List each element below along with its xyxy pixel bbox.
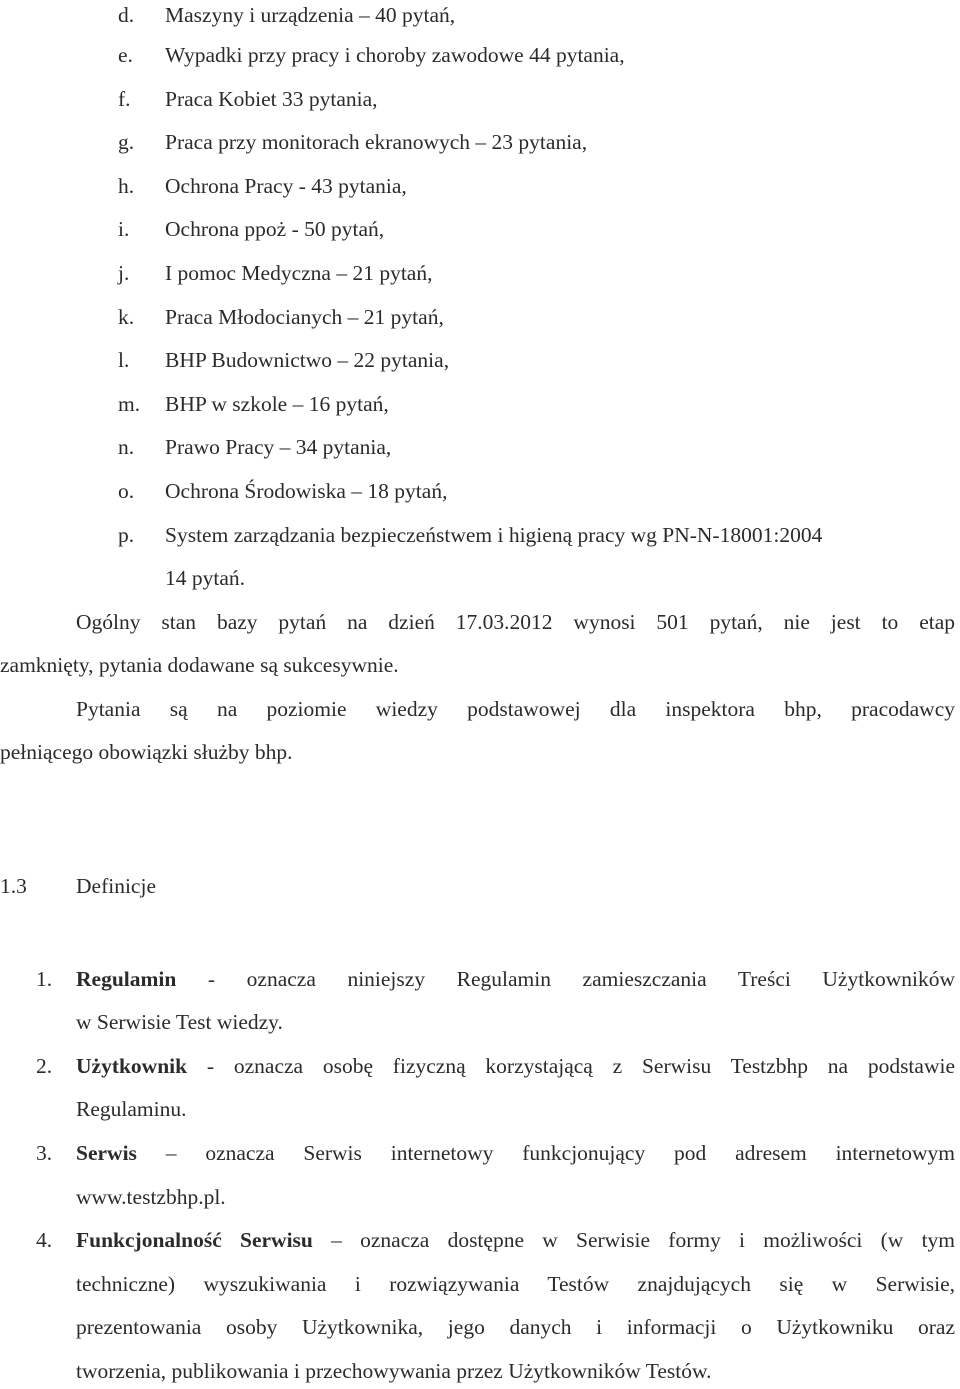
- list-marker: d.: [118, 3, 135, 27]
- definition-number: 2.: [36, 1054, 53, 1078]
- list-item-text: I pomoc Medyczna – 21 pytań,: [165, 261, 433, 285]
- list-item-text: Prawo Pracy – 34 pytania,: [165, 435, 392, 459]
- list-item-text: System zarządzania bezpieczeństwem i higieną pracy wg PN-N-18001:2004: [165, 523, 823, 547]
- definition-term: Funkcjonalność Serwisu: [76, 1228, 313, 1252]
- list-marker: m.: [118, 392, 141, 416]
- list-item-text: Ochrona ppoż - 50 pytań,: [165, 217, 385, 241]
- list-item-text: BHP w szkole – 16 pytań,: [165, 392, 389, 416]
- definition-number: 3.: [36, 1141, 53, 1165]
- list-marker: o.: [118, 479, 135, 503]
- list-marker: k.: [118, 305, 135, 329]
- definition-separator: -: [176, 967, 247, 991]
- definition-continuation: tworzenia, publikowania i przechowywania przez Użytkowników Testów.: [76, 1359, 712, 1383]
- list-marker: g.: [118, 130, 135, 154]
- list-item-text: Praca Młodocianych – 21 pytań,: [165, 305, 444, 329]
- definition-text: oznacza dostępne w Serwisie formy i możliwości (w tym: [360, 1228, 956, 1252]
- definition-number: 1.: [36, 967, 53, 991]
- list-item-text: Praca Kobiet 33 pytania,: [165, 87, 378, 111]
- list-item-text: Ochrona Środowiska – 18 pytań,: [165, 479, 448, 503]
- list-marker: l.: [118, 348, 130, 372]
- list-item-text: BHP Budownictwo – 22 pytania,: [165, 348, 450, 372]
- list-marker: i.: [118, 217, 130, 241]
- list-marker: h.: [118, 174, 135, 198]
- paragraph-line: zamknięty, pytania dodawane są sukcesywnie.: [0, 653, 399, 677]
- definition-continuation: techniczne) wyszukiwania i rozwiązywania Testów znajdujących się w Serwisie,: [76, 1272, 955, 1296]
- list-item-text: Wypadki przy pracy i choroby zawodowe 44 pytania,: [165, 43, 625, 67]
- definition-first-line: [76, 1225, 955, 1255]
- list-marker: j.: [118, 261, 130, 285]
- definition-continuation: www.testzbhp.pl.: [76, 1185, 226, 1209]
- definition-continuation: w Serwisie Test wiedzy.: [76, 1010, 283, 1034]
- list-item-text: Maszyny i urządzenia – 40 pytań,: [165, 3, 456, 27]
- paragraph-line: pełniącego obowiązki służby bhp.: [0, 740, 293, 764]
- definition-first-line: [76, 1051, 955, 1081]
- section-title: Definicje: [76, 874, 156, 898]
- list-marker: e.: [118, 43, 133, 67]
- list-item-text: Praca przy monitorach ekranowych – 23 pytania,: [165, 130, 588, 154]
- definition-separator: –: [312, 1228, 361, 1252]
- definition-term: Użytkownik: [76, 1054, 188, 1078]
- definition-text: oznacza osobę fizyczną korzystającą z Serwisu Testzbhp na podstawie: [233, 1054, 955, 1078]
- list-item-text: Ochrona Pracy - 43 pytania,: [165, 174, 407, 198]
- definition-continuation: prezentowania osoby Użytkownika, jego danych i informacji o Użytkowniku oraz: [76, 1315, 955, 1339]
- definition-text: oznacza Serwis internetowy funkcjonujący pod adresem internetowym: [205, 1141, 955, 1165]
- paragraph-line: Ogólny stan bazy pytań na dzień 17.03.2012 wynosi 501 pytań, nie jest to etap: [76, 610, 955, 634]
- definition-continuation: Regulaminu.: [76, 1097, 187, 1121]
- list-item-continuation: 14 pytań.: [165, 566, 246, 590]
- list-marker: n.: [118, 435, 135, 459]
- definition-term: Regulamin: [76, 967, 177, 991]
- list-marker: f.: [118, 87, 131, 111]
- definition-number: 4.: [36, 1228, 53, 1252]
- definition-term: Serwis: [76, 1141, 137, 1165]
- definition-separator: -: [187, 1054, 234, 1078]
- definition-first-line: [76, 964, 955, 994]
- definition-first-line: [76, 1138, 955, 1168]
- definition-text: oznacza niniejszy Regulamin zamieszczania Treści Użytkowników: [246, 967, 955, 991]
- paragraph-line: Pytania są na poziomie wiedzy podstawowej dla inspektora bhp, pracodawcy: [76, 697, 955, 721]
- definition-separator: –: [136, 1141, 206, 1165]
- section-number: 1.3: [0, 874, 27, 898]
- list-marker: p.: [118, 523, 135, 547]
